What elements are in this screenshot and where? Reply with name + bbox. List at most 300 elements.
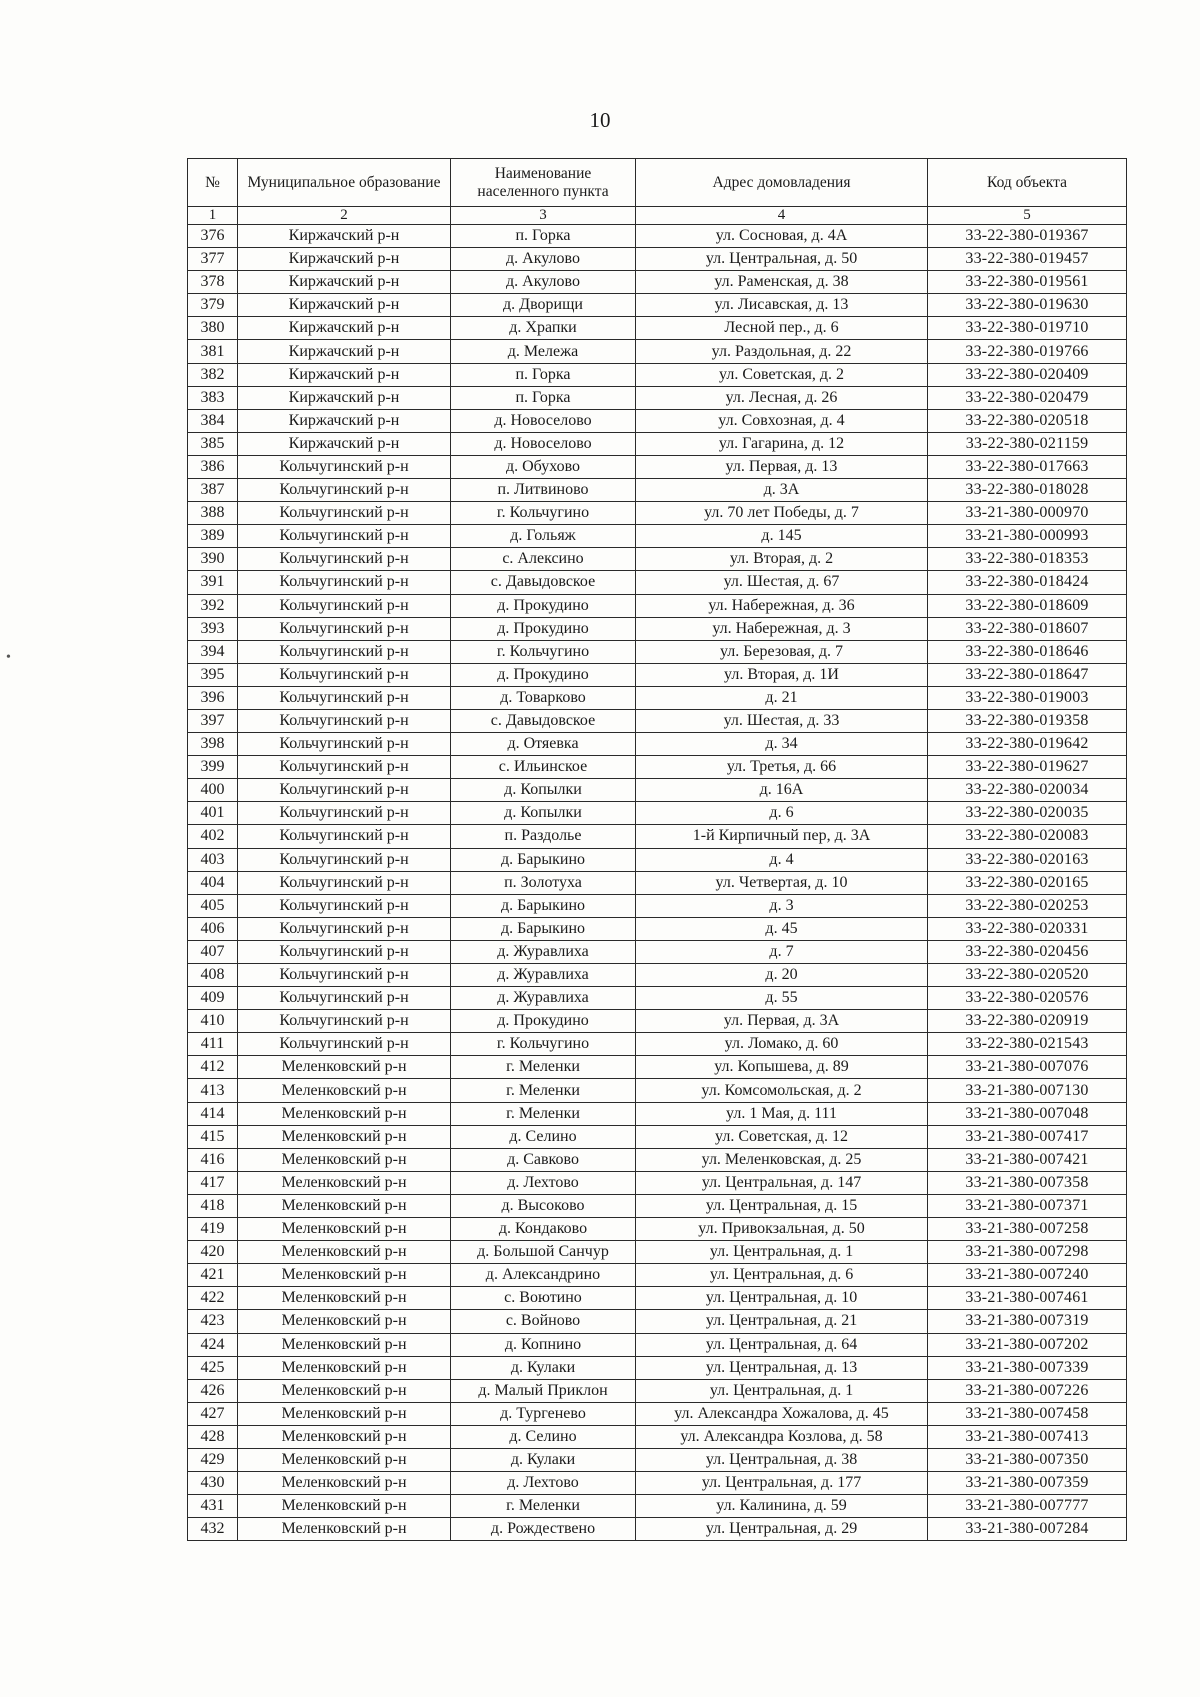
municipality-cell: Меленковский р-н [238,1056,451,1079]
settlement-cell: д. Прокудино [451,617,636,640]
object-code-cell: 33-22-380-019630 [928,294,1127,317]
table-row [188,363,1127,386]
address-cell: ул. Сосновая, д. 4А [636,225,928,248]
object-code-cell: 33-22-380-018646 [928,640,1127,663]
table-row [188,432,1127,455]
address-cell: ул. Центральная, д. 10 [636,1287,928,1310]
municipality-cell: Кольчугинский р-н [238,940,451,963]
row-number: 423 [188,1310,238,1333]
row-number: 403 [188,848,238,871]
table-row [188,848,1127,871]
municipality-cell: Кольчугинский р-н [238,779,451,802]
settlement-cell: д. Мележа [451,340,636,363]
address-cell: ул. 1 Мая, д. 111 [636,1102,928,1125]
municipality-cell: Кольчугинский р-н [238,1033,451,1056]
address-cell: ул. Центральная, д. 1 [636,1241,928,1264]
settlement-cell: с. Войново [451,1310,636,1333]
object-code-cell: 33-22-380-018647 [928,663,1127,686]
settlement-cell: д. Прокудино [451,594,636,617]
object-code-cell: 33-21-380-007461 [928,1287,1127,1310]
table-row [188,709,1127,732]
municipality-cell: Меленковский р-н [238,1218,451,1241]
object-code-cell: 33-22-380-019642 [928,733,1127,756]
table-row [188,455,1127,478]
municipality-cell: Кольчугинский р-н [238,871,451,894]
row-number: 430 [188,1472,238,1495]
municipality-cell: Меленковский р-н [238,1379,451,1402]
address-cell: ул. Привокзальная, д. 50 [636,1218,928,1241]
settlement-cell: д. Большой Санчур [451,1241,636,1264]
settlement-cell: д. Барыкино [451,848,636,871]
address-cell: ул. Центральная, д. 6 [636,1264,928,1287]
table-row [188,1264,1127,1287]
municipality-cell: Кольчугинский р-н [238,987,451,1010]
municipality-cell: Кольчугинский р-н [238,848,451,871]
object-code-cell: 33-21-380-007358 [928,1171,1127,1194]
settlement-cell: п. Горка [451,386,636,409]
object-code-cell: 33-22-380-019457 [928,248,1127,271]
address-cell: д. 34 [636,733,928,756]
settlement-cell: с. Воютино [451,1287,636,1310]
address-cell: 1-й Кирпичный пер, д. 3А [636,825,928,848]
municipality-cell: Меленковский р-н [238,1333,451,1356]
row-number: 413 [188,1079,238,1102]
address-cell: д. 4 [636,848,928,871]
settlement-cell: д. Александрино [451,1264,636,1287]
object-code-cell: 33-22-380-021543 [928,1033,1127,1056]
table-row [188,1241,1127,1264]
column-number: 2 [238,207,451,225]
table-row [188,1010,1127,1033]
address-cell: ул. Центральная, д. 1 [636,1379,928,1402]
row-number: 404 [188,871,238,894]
row-number: 383 [188,386,238,409]
settlement-cell: д. Журавлиха [451,964,636,987]
row-number: 402 [188,825,238,848]
municipality-cell: Кольчугинский р-н [238,640,451,663]
address-cell: ул. Первая, д. 13 [636,455,928,478]
address-cell: д. 3А [636,479,928,502]
row-number: 396 [188,686,238,709]
row-number: 390 [188,548,238,571]
object-code-cell: 33-21-380-007413 [928,1425,1127,1448]
row-number: 410 [188,1010,238,1033]
settlement-cell: г. Меленки [451,1079,636,1102]
row-number: 378 [188,271,238,294]
address-cell: ул. Комсомольская, д. 2 [636,1079,928,1102]
row-number: 384 [188,409,238,432]
settlement-cell: п. Горка [451,225,636,248]
municipality-cell: Кольчугинский р-н [238,548,451,571]
address-cell: ул. Раменская, д. 38 [636,271,928,294]
address-cell: ул. Александра Хожалова, д. 45 [636,1402,928,1425]
object-code-cell: 33-22-380-020163 [928,848,1127,871]
object-code-cell: 33-22-380-020034 [928,779,1127,802]
settlement-cell: с. Ильинское [451,756,636,779]
object-code-cell: 33-22-380-019561 [928,271,1127,294]
settlement-cell: д. Барыкино [451,917,636,940]
settlement-cell: д. Акулово [451,248,636,271]
address-cell: д. 7 [636,940,928,963]
table-row [188,1171,1127,1194]
municipality-cell: Меленковский р-н [238,1495,451,1518]
row-number: 418 [188,1194,238,1217]
table-row [188,940,1127,963]
row-number: 419 [188,1218,238,1241]
object-code-cell: 33-22-380-019358 [928,709,1127,732]
address-cell: д. 6 [636,802,928,825]
row-number: 428 [188,1425,238,1448]
row-number: 429 [188,1448,238,1471]
settlement-cell: г. Кольчугино [451,640,636,663]
object-code-cell: 33-22-380-020520 [928,964,1127,987]
table-row [188,663,1127,686]
table-row [188,386,1127,409]
settlement-cell: д. Тургенево [451,1402,636,1425]
settlement-cell: д. Храпки [451,317,636,340]
municipality-cell: Киржачский р-н [238,363,451,386]
settlement-cell: д. Новоселово [451,432,636,455]
table-row [188,802,1127,825]
header-number: № [188,159,238,207]
address-cell: ул. Ломако, д. 60 [636,1033,928,1056]
object-code-cell: 33-22-380-019710 [928,317,1127,340]
settlement-cell: д. Кондаково [451,1218,636,1241]
header-address: Адрес домовладения [636,159,928,207]
settlement-cell: г. Кольчугино [451,502,636,525]
table-row [188,502,1127,525]
municipality-cell: Меленковский р-н [238,1472,451,1495]
row-number: 397 [188,709,238,732]
settlement-cell: д. Обухово [451,455,636,478]
header-object-code: Код объекта [928,159,1127,207]
address-cell: ул. Центральная, д. 29 [636,1518,928,1541]
municipality-cell: Меленковский р-н [238,1356,451,1379]
municipality-cell: Киржачский р-н [238,409,451,432]
address-cell: ул. Центральная, д. 50 [636,248,928,271]
municipality-cell: Меленковский р-н [238,1310,451,1333]
table-row [188,1056,1127,1079]
settlement-cell: д. Барыкино [451,894,636,917]
object-code-cell: 33-22-380-019003 [928,686,1127,709]
object-code-cell: 33-22-380-019367 [928,225,1127,248]
settlement-cell: д. Товарково [451,686,636,709]
municipality-cell: Кольчугинский р-н [238,594,451,617]
object-code-cell: 33-21-380-007359 [928,1472,1127,1495]
address-cell: ул. Лисавская, д. 13 [636,294,928,317]
row-number: 409 [188,987,238,1010]
municipality-cell: Меленковский р-н [238,1448,451,1471]
address-cell: ул. Раздольная, д. 22 [636,340,928,363]
row-number: 408 [188,964,238,987]
municipality-cell: Кольчугинский р-н [238,756,451,779]
table-row [188,1402,1127,1425]
address-cell: ул. Центральная, д. 13 [636,1356,928,1379]
municipality-cell: Кольчугинский р-н [238,525,451,548]
row-number: 416 [188,1148,238,1171]
table-row [188,409,1127,432]
table-row [188,1102,1127,1125]
settlement-cell: г. Меленки [451,1102,636,1125]
column-number: 4 [636,207,928,225]
settlement-cell: д. Савково [451,1148,636,1171]
municipality-cell: Киржачский р-н [238,271,451,294]
object-code-cell: 33-22-380-019766 [928,340,1127,363]
municipality-cell: Кольчугинский р-н [238,1010,451,1033]
object-code-cell: 33-22-380-018353 [928,548,1127,571]
address-cell: Лесной пер., д. 6 [636,317,928,340]
object-code-cell: 33-22-380-017663 [928,455,1127,478]
settlement-cell: г. Меленки [451,1495,636,1518]
object-code-cell: 33-21-380-007350 [928,1448,1127,1471]
municipality-cell: Киржачский р-н [238,386,451,409]
row-number: 395 [188,663,238,686]
settlement-cell: д. Селино [451,1425,636,1448]
object-code-cell: 33-21-380-007258 [928,1218,1127,1241]
address-cell: ул. Третья, д. 66 [636,756,928,779]
column-number: 3 [451,207,636,225]
table-row [188,248,1127,271]
object-code-cell: 33-22-380-020253 [928,894,1127,917]
table-row [188,1333,1127,1356]
object-code-cell: 33-21-380-000970 [928,502,1127,525]
object-code-cell: 33-21-380-000993 [928,525,1127,548]
settlement-cell: п. Литвиново [451,479,636,502]
column-number-row [188,207,1127,225]
municipality-cell: Кольчугинский р-н [238,663,451,686]
row-number: 407 [188,940,238,963]
table-row [188,686,1127,709]
object-code-cell: 33-21-380-007339 [928,1356,1127,1379]
table-row [188,987,1127,1010]
settlement-cell: д. Акулово [451,271,636,294]
settlement-cell: с. Давыдовское [451,571,636,594]
municipality-cell: Меленковский р-н [238,1241,451,1264]
address-cell: ул. Советская, д. 2 [636,363,928,386]
object-code-cell: 33-21-380-007076 [928,1056,1127,1079]
municipality-cell: Кольчугинский р-н [238,825,451,848]
settlement-cell: д. Малый Приклон [451,1379,636,1402]
table-row [188,1518,1127,1541]
object-code-cell: 33-21-380-007371 [928,1194,1127,1217]
row-number: 399 [188,756,238,779]
table-row [188,1079,1127,1102]
table-row [188,1033,1127,1056]
municipality-cell: Меленковский р-н [238,1194,451,1217]
address-cell: ул. Александра Козлова, д. 58 [636,1425,928,1448]
table-row [188,917,1127,940]
object-code-cell: 33-22-380-020409 [928,363,1127,386]
table-row [188,571,1127,594]
municipality-cell: Кольчугинский р-н [238,964,451,987]
object-code-cell: 33-22-380-020576 [928,987,1127,1010]
address-cell: ул. Копышева, д. 89 [636,1056,928,1079]
header-settlement: Наименование населенного пункта [451,159,636,207]
settlement-cell: п. Раздолье [451,825,636,848]
row-number: 422 [188,1287,238,1310]
address-cell: ул. Первая, д. 3А [636,1010,928,1033]
municipality-cell: Киржачский р-н [238,432,451,455]
row-number: 380 [188,317,238,340]
municipality-cell: Меленковский р-н [238,1518,451,1541]
settlement-cell: д. Журавлиха [451,987,636,1010]
address-cell: ул. Вторая, д. 1И [636,663,928,686]
address-cell: д. 16А [636,779,928,802]
row-number: 389 [188,525,238,548]
table-row [188,756,1127,779]
row-number: 388 [188,502,238,525]
table-row [188,548,1127,571]
table-row [188,733,1127,756]
table-row [188,1310,1127,1333]
row-number: 420 [188,1241,238,1264]
address-cell: ул. Четвертая, д. 10 [636,871,928,894]
settlement-cell: д. Лехтово [451,1171,636,1194]
municipality-cell: Меленковский р-н [238,1425,451,1448]
settlement-cell: д. Кулаки [451,1448,636,1471]
settlement-cell: д. Высоково [451,1194,636,1217]
row-number: 427 [188,1402,238,1425]
object-code-cell: 33-21-380-007421 [928,1148,1127,1171]
object-code-cell: 33-21-380-007130 [928,1079,1127,1102]
address-cell: д. 45 [636,917,928,940]
municipality-cell: Киржачский р-н [238,225,451,248]
settlement-cell: д. Гольяж [451,525,636,548]
row-number: 424 [188,1333,238,1356]
table-row [188,317,1127,340]
table-row [188,271,1127,294]
column-number: 1 [188,207,238,225]
object-code-cell: 33-22-380-020083 [928,825,1127,848]
address-cell: ул. Лесная, д. 26 [636,386,928,409]
settlement-cell: д. Новоселово [451,409,636,432]
row-number: 417 [188,1171,238,1194]
header-municipality: Муниципальное образование [238,159,451,207]
table-row [188,1448,1127,1471]
municipality-cell: Меленковский р-н [238,1125,451,1148]
municipality-cell: Киржачский р-н [238,294,451,317]
municipality-cell: Кольчугинский р-н [238,917,451,940]
row-number: 377 [188,248,238,271]
table-row [188,340,1127,363]
object-code-cell: 33-22-380-018028 [928,479,1127,502]
object-code-cell: 33-21-380-007226 [928,1379,1127,1402]
row-number: 382 [188,363,238,386]
object-code-cell: 33-22-380-020331 [928,917,1127,940]
municipality-cell: Меленковский р-н [238,1171,451,1194]
object-code-cell: 33-22-380-018609 [928,594,1127,617]
municipality-cell: Меленковский р-н [238,1264,451,1287]
address-cell: ул. Совхозная, д. 4 [636,409,928,432]
municipality-cell: Кольчугинский р-н [238,479,451,502]
row-number: 401 [188,802,238,825]
address-cell: ул. 70 лет Победы, д. 7 [636,502,928,525]
address-cell: д. 3 [636,894,928,917]
row-number: 415 [188,1125,238,1148]
row-number: 379 [188,294,238,317]
municipality-cell: Меленковский р-н [238,1148,451,1171]
settlement-cell: д. Прокудино [451,1010,636,1033]
row-number: 400 [188,779,238,802]
column-number: 5 [928,207,1127,225]
object-code-cell: 33-22-380-021159 [928,432,1127,455]
object-code-cell: 33-22-380-020165 [928,871,1127,894]
header-row [188,159,1127,207]
table-row [188,871,1127,894]
settlement-cell: д. Прокудино [451,663,636,686]
settlement-cell: д. Копылки [451,779,636,802]
table-row [188,617,1127,640]
table-row [188,1495,1127,1518]
address-cell: ул. Центральная, д. 147 [636,1171,928,1194]
row-number: 394 [188,640,238,663]
object-code-cell: 33-21-380-007284 [928,1518,1127,1541]
address-cell: ул. Центральная, д. 64 [636,1333,928,1356]
table-row [188,1194,1127,1217]
address-cell: д. 21 [636,686,928,709]
row-number: 405 [188,894,238,917]
table-row [188,825,1127,848]
table-row [188,225,1127,248]
table-row [188,1125,1127,1148]
table-row [188,1472,1127,1495]
table-row [188,894,1127,917]
table-row [188,1218,1127,1241]
row-number: 392 [188,594,238,617]
municipality-cell: Кольчугинский р-н [238,502,451,525]
object-code-cell: 33-22-380-018424 [928,571,1127,594]
row-number: 425 [188,1356,238,1379]
municipality-cell: Кольчугинский р-н [238,571,451,594]
settlement-cell: д. Лехтово [451,1472,636,1495]
settlement-cell: д. Отяевка [451,733,636,756]
address-cell: ул. Вторая, д. 2 [636,548,928,571]
address-cell: ул. Шестая, д. 33 [636,709,928,732]
municipality-cell: Кольчугинский р-н [238,686,451,709]
row-number: 393 [188,617,238,640]
row-number: 385 [188,432,238,455]
object-code-cell: 33-22-380-020035 [928,802,1127,825]
object-code-cell: 33-22-380-020456 [928,940,1127,963]
municipality-cell: Меленковский р-н [238,1079,451,1102]
object-code-cell: 33-22-380-020479 [928,386,1127,409]
object-code-cell: 33-21-380-007298 [928,1241,1127,1264]
registry-table [187,158,1127,1541]
address-cell: ул. Центральная, д. 21 [636,1310,928,1333]
municipality-cell: Кольчугинский р-н [238,802,451,825]
address-cell: ул. Центральная, д. 15 [636,1194,928,1217]
object-code-cell: 33-21-380-007417 [928,1125,1127,1148]
table-row [188,294,1127,317]
municipality-cell: Кольчугинский р-н [238,455,451,478]
municipality-cell: Кольчугинский р-н [238,617,451,640]
object-code-cell: 33-21-380-007202 [928,1333,1127,1356]
address-cell: д. 20 [636,964,928,987]
table-row [188,964,1127,987]
row-number: 412 [188,1056,238,1079]
table-body [188,225,1127,1541]
settlement-cell: д. Рождествено [451,1518,636,1541]
page-number: 10 [589,108,611,132]
table-row [188,1356,1127,1379]
settlement-cell: п. Золотуха [451,871,636,894]
row-number: 432 [188,1518,238,1541]
row-number: 411 [188,1033,238,1056]
settlement-cell: д. Селино [451,1125,636,1148]
municipality-cell: Меленковский р-н [238,1287,451,1310]
table-row [188,1148,1127,1171]
settlement-cell: д. Дворищи [451,294,636,317]
